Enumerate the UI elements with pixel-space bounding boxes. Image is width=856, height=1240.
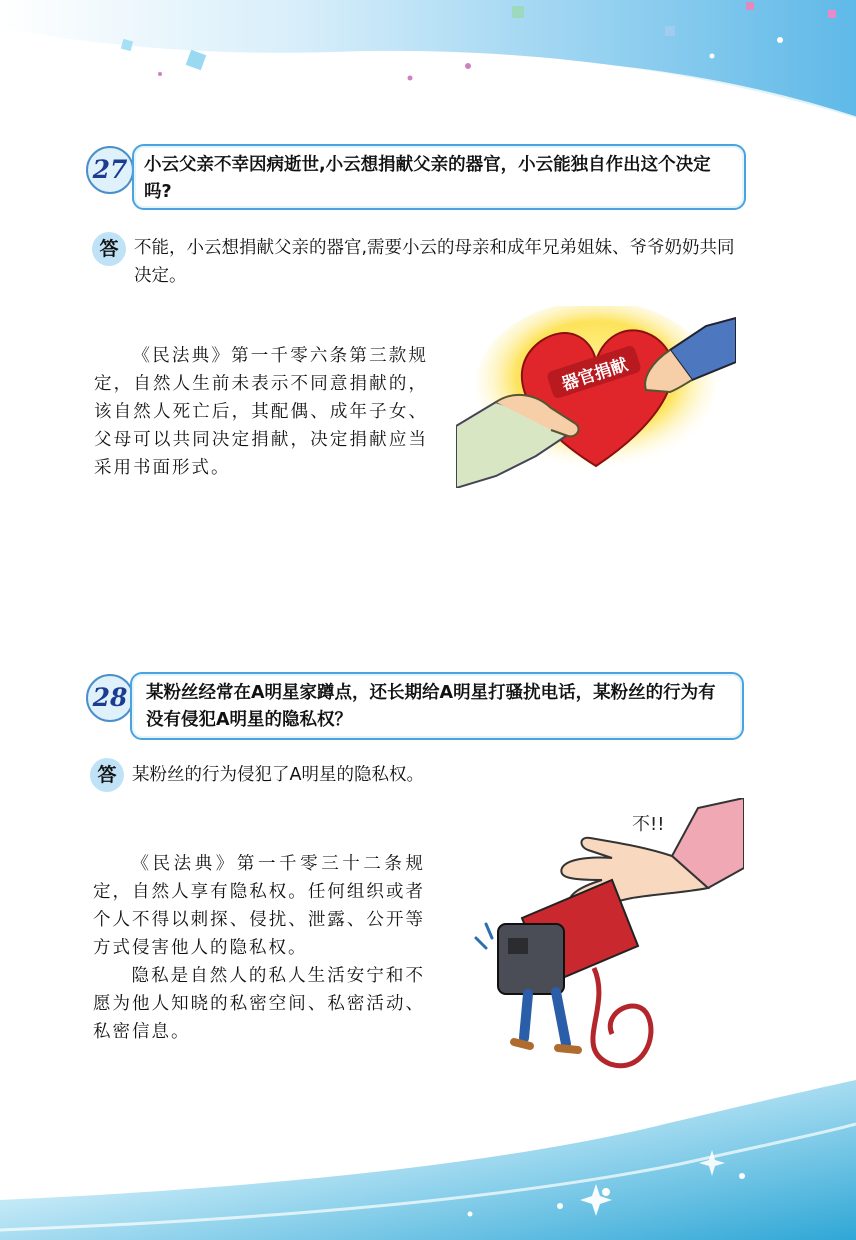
law-explanation [94, 342, 428, 482]
question-box [132, 144, 746, 210]
answer-text: 某粉丝的行为侵犯了A明星的隐私权。 [132, 765, 424, 785]
law-paragraph: 《民法典》第一千零六条第三款规定，自然人生前未表示不同意捐献的，该自然人死亡后，其配偶、成年子女、父母可以共同决定捐献，决定捐献应当采用书面形式。 [94, 346, 428, 478]
heart-label: 器官捐献 [559, 354, 631, 395]
paparazzi-camera-blocked-illustration [462, 798, 744, 1070]
question-text: 小云父亲不幸因病逝世,小云想捐献父亲的器官，小云能独自作出这个决定吗? [144, 155, 711, 202]
question-number-badge: 27 [86, 146, 134, 194]
question-box [130, 672, 744, 740]
answer-text: 不能，小云想捐献父亲的器官,需要小云的母亲和成年兄弟姐妹、爷爷奶奶共同决定。 [134, 238, 735, 286]
answer-badge: 答 [90, 758, 124, 792]
bottom-decorative-wave [0, 1080, 856, 1240]
exclamation-text: 不!! [632, 814, 665, 835]
law-explanation [93, 850, 425, 1046]
top-decorative-banner [0, 0, 856, 130]
question-number-badge: 28 [86, 674, 134, 722]
question-text: 某粉丝经常在A明星家蹲点，还长期给A明星打骚扰电话，某粉丝的行为有没有侵犯A明星的隐私权？ [146, 683, 716, 730]
law-paragraph: 《民法典》第一千零三十二条规定，自然人享有隐私权。任何组织或者个人不得以刺探、侵扰、泄露、公开等方式侵害他人的隐私权。 [93, 854, 425, 958]
organ-donation-heart-illustration [456, 306, 736, 488]
answer-badge: 答 [92, 232, 126, 266]
law-paragraph: 隐私是自然人的私人生活安宁和不愿为他人知晓的私密空间、私密活动、私密信息。 [93, 966, 425, 1042]
